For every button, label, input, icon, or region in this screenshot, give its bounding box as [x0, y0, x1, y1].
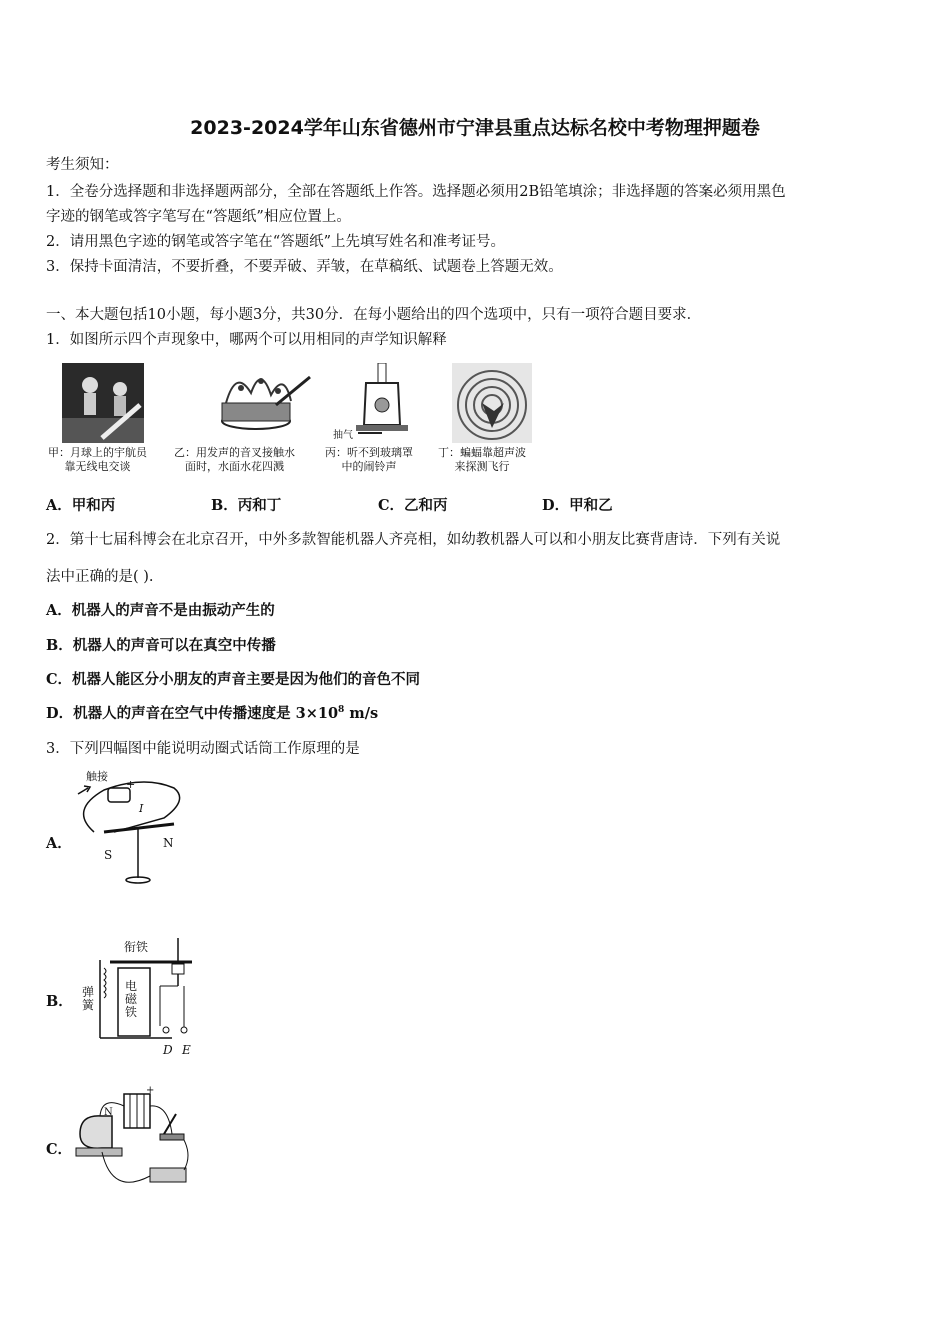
q2-stem-line1: 2．第十七届科博会在北京召开，中外多款智能机器人齐亮相，如幼教机器人可以和小朋友比赛背唐诗．下列有关说	[46, 532, 781, 548]
diagram-a-plus: +	[126, 778, 136, 791]
diagram-a-current: I	[139, 802, 144, 815]
diagram-a-touch-label: 触接	[86, 770, 108, 783]
q2-option-a: A．机器人的声音不是由振动产生的	[46, 602, 275, 619]
notice-item-1-cont: 字迹的钢笔或答字笔写在“答题纸”相应位置上。	[46, 209, 351, 225]
page-title: 2023-2024学年山东省德州市宁津县重点达标名校中考物理押题卷	[190, 117, 760, 139]
diagram-b-armature: 衔铁	[124, 940, 149, 954]
q1-image-ding	[452, 363, 532, 443]
q1-option-d: D．甲和乙	[542, 497, 613, 514]
caption-jia: 甲：月球上的宇航员 靠无线电交谈	[48, 446, 147, 473]
caption-yi: 乙：用发声的音叉接触水 面时，水面水花四溅	[174, 446, 295, 473]
q2-option-b: B．机器人的声音可以在真空中传播	[46, 637, 276, 654]
q1-option-c: C．乙和丙	[378, 497, 448, 514]
q2-option-d: D．机器人的声音在空气中传播速度是 $3\times 10^8$ m/s	[46, 705, 379, 722]
q1-stem: 1．如图所示四个声现象中，哪两个可以用相同的声学知识解释	[46, 332, 447, 348]
q2-option-c: C．机器人能区分小朋友的声音主要是因为他们的音色不同	[46, 671, 421, 688]
section-heading: 一、本大题包括10小题，每小题3分，共30分．在每小题给出的四个选项中，只有一项符合题目要求．	[46, 307, 702, 323]
caption-ding: 丁：蝙蝠靠超声波 来探测飞行	[438, 446, 526, 473]
q3-label-c: C．	[46, 1141, 73, 1158]
diagram-b-spring: 弹 簧	[82, 985, 95, 1012]
q1-image-jia	[62, 363, 144, 443]
caption-bing: 丙：听不到玻璃罩 中的闹铃声	[325, 446, 413, 473]
pump-label: 抽气	[333, 430, 353, 441]
q3-diagram-b	[80, 938, 196, 1058]
q1-option-a: A．甲和丙	[46, 497, 116, 514]
notice-item-3: 3．保持卡面清洁，不要折叠，不要弄破、弄皱，在草稿纸、试题卷上答题无效。	[46, 259, 563, 275]
diagram-b-e: E	[182, 1043, 191, 1057]
notice-heading: 考生须知：	[46, 157, 119, 173]
notice-item-2: 2．请用黑色字迹的钢笔或答字笔在“答题纸”上先填写姓名和准考证号。	[46, 234, 506, 250]
q3-diagram-c	[72, 1086, 196, 1198]
diagram-a-n: N	[163, 836, 174, 850]
notice-item-1: 1．全卷分选择题和非选择题两部分，全部在答题纸上作答。选择题必须用2B铅笔填涂；非选择题的答案必须用黑色	[46, 184, 786, 200]
diagram-b-d: D	[163, 1043, 173, 1057]
q1-image-yi	[206, 363, 314, 443]
diagram-b-magnet: 电 磁 铁	[125, 979, 138, 1019]
q1-option-b: B．丙和丁	[211, 497, 282, 514]
q2-stem-line2: 法中正确的是( ).	[46, 569, 154, 585]
q3-label-b: B．	[46, 993, 73, 1010]
q3-stem: 3．下列四幅图中能说明动圈式话筒工作原理的是	[46, 741, 360, 757]
diagram-c-n: N	[104, 1107, 113, 1118]
diagram-a-s: S	[104, 848, 113, 862]
diagram-c-plus: +	[146, 1085, 155, 1096]
q3-label-a: A．	[46, 835, 72, 852]
